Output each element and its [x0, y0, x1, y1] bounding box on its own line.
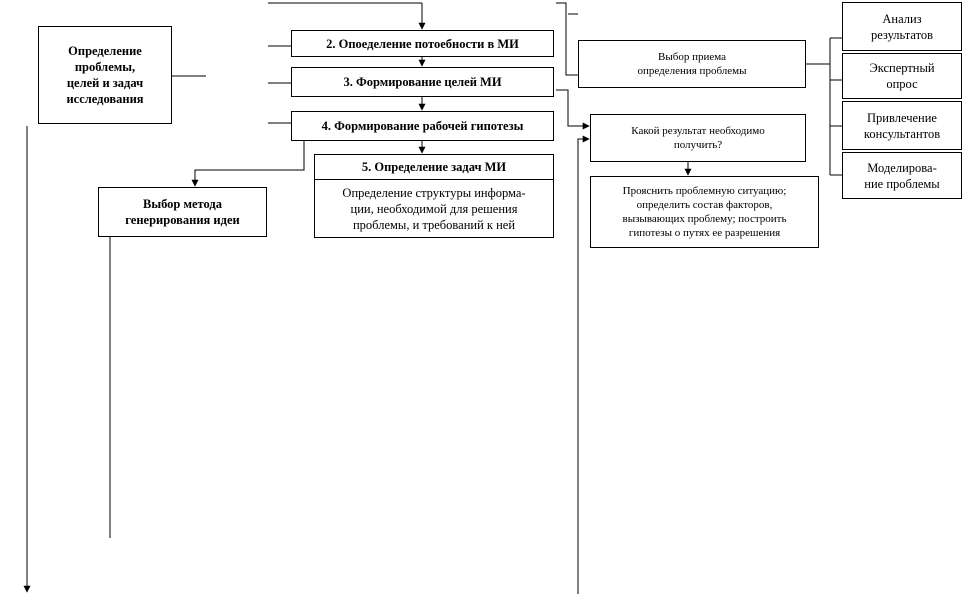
step5-detail-box [314, 179, 554, 238]
question-line-2: получить? [673, 139, 723, 151]
step3-label: 3. Формирование целей МИ [343, 75, 502, 89]
method-line-1: Выбор метода [142, 197, 222, 211]
problem-definition-line-3: целей и задач [66, 76, 144, 90]
expert-line-1: Экспертный [869, 61, 935, 75]
method-line-2: генерирования идеи [125, 213, 240, 227]
problem-definition-box [38, 26, 172, 124]
step3-to-question [556, 90, 589, 126]
analysis-line-1: Анализ [882, 11, 922, 26]
analysis-line-2: результатов [870, 27, 934, 42]
modeling-line-2: ние проблемы [864, 176, 940, 191]
step3-box [291, 67, 554, 97]
arrow-to-method [195, 141, 304, 186]
step5-detail-line-2: ции, необходимой для решения [350, 201, 518, 216]
question-line-1: Какой результат необходимо [631, 125, 765, 137]
step5-detail-line-3: проблемы, и требований к ней [352, 217, 516, 232]
result-line-4: гипотезы о путях ее разрешения [628, 227, 781, 239]
step5-detail-line-1: Определение структуры информа- [342, 185, 526, 200]
step2-label: 2. Опоеделение потоебности в МИ [326, 36, 519, 51]
expert-line-2: опрос [886, 77, 918, 91]
consultants-line-1: Привлечение [867, 110, 937, 125]
result-line-2: определить состав факторов, [636, 199, 773, 211]
step5-box [314, 154, 554, 180]
step5-label: 5. Определение задач МИ [361, 160, 507, 174]
consultants-line-2: консультантов [863, 126, 941, 141]
step4-label: 4. Формирование рабочей гипотезы [321, 119, 524, 133]
consultants-box [842, 101, 962, 150]
result-line-3: вызывающих проблему; построить [622, 213, 787, 225]
expert-box [842, 53, 962, 99]
problem-definition-line-1: Определение [68, 44, 142, 58]
method-box [98, 187, 267, 237]
right-long-line [578, 139, 589, 594]
problem-definition-line-2: проблемы, [74, 60, 136, 74]
modeling-box [842, 152, 962, 199]
step4-box [291, 111, 554, 141]
analysis-box [842, 2, 962, 51]
modeling-line-1: Моделирова- [867, 160, 937, 175]
result-line-1: Прояснить проблемную ситуацию; [622, 185, 787, 197]
problem-definition-line-4: исследования [66, 92, 144, 106]
result-box [590, 176, 819, 248]
choice-line-2: определения проблемы [637, 65, 747, 77]
choice-line-1: Выбор приема [658, 51, 726, 63]
step2-box [291, 30, 554, 57]
choice-method-box [578, 40, 806, 88]
question-box [590, 114, 806, 162]
